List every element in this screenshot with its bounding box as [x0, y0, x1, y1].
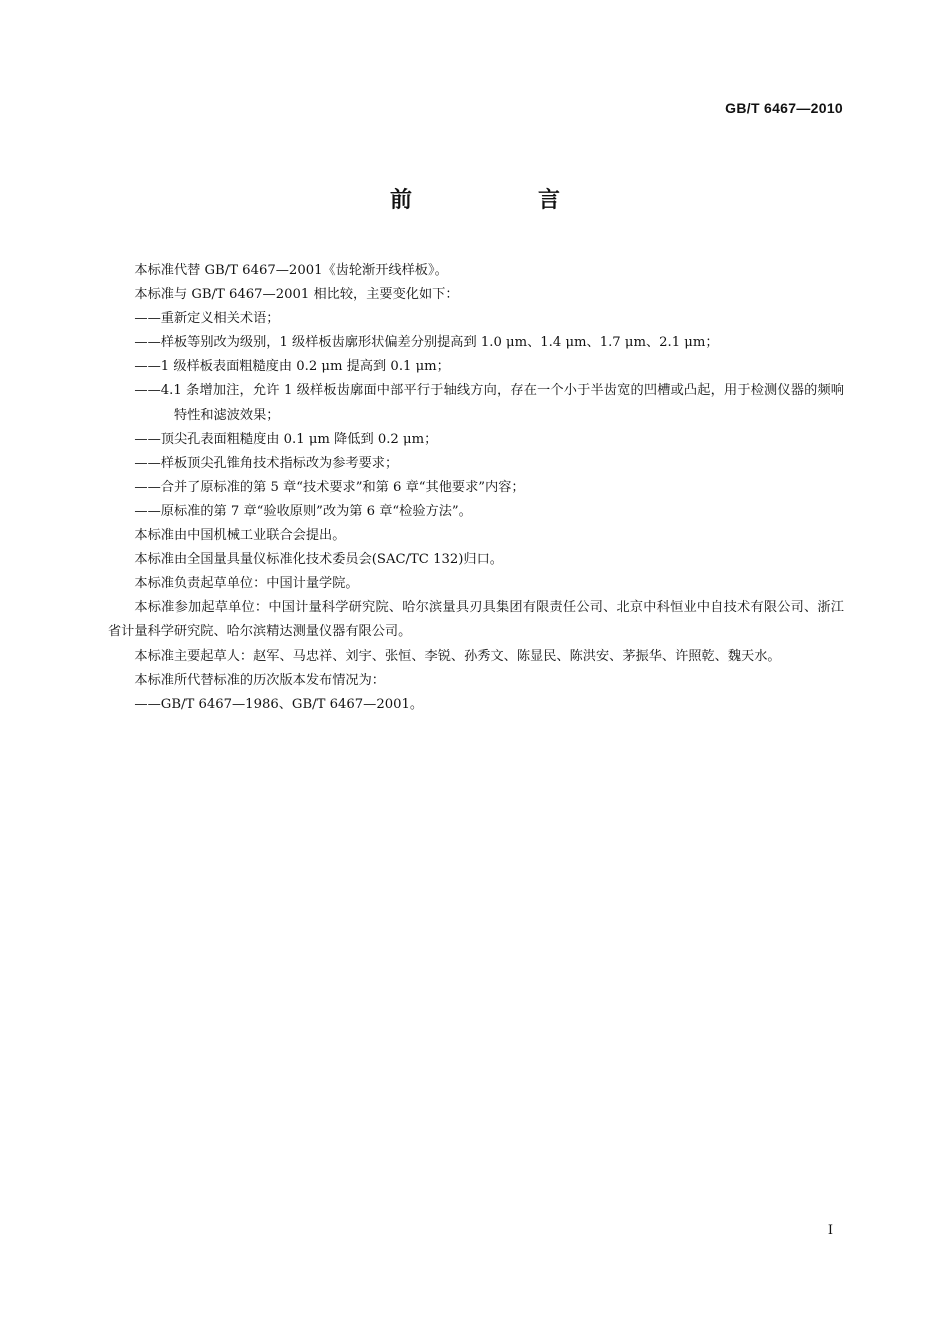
change-item: ——顶尖孔表面粗糙度由 0.1 μm 降低到 0.2 μm； — [134, 431, 438, 447]
foreword-body — [108, 259, 844, 717]
paragraph-main-drafters: 本标准主要起草人：赵军、马忠祥、刘宇、张恒、李锐、孙秀文、陈显民、陈洪安、茅振华、许照乾、魏天水。 — [134, 648, 781, 664]
paragraph-lead-drafter: 本标准负责起草单位：中国计量学院。 — [134, 576, 359, 592]
page-number: I — [827, 1223, 833, 1238]
paragraph-proposer: 本标准由中国机械工业联合会提出。 — [134, 528, 346, 544]
change-item: ——重新定义相关术语； — [134, 311, 280, 327]
change-item: ——样板等别改为级别，1 级样板齿廓形状偏差分别提高到 1.0 μm、1.4 μm、1.7 μm、2.1 μm； — [134, 335, 719, 351]
paragraph-committee: 本标准由全国量具量仪标准化技术委员会(SAC/TC 132)归口。 — [134, 552, 503, 568]
standard-code: GB/T 6467—2010 — [725, 100, 843, 116]
change-item: ——合并了原标准的第 5 章“技术要求”和第 6 章“其他要求”内容； — [134, 479, 525, 495]
page-title: 前 言 — [389, 188, 612, 213]
paragraph-changes-intro: 本标准与 GB/T 6467—2001 相比较，主要变化如下： — [134, 287, 459, 303]
history-item: ——GB/T 6467—1986、GB/T 6467—2001。 — [134, 696, 424, 712]
change-item: ——样板顶尖孔锥角技术指标改为参考要求； — [134, 455, 399, 471]
paragraph-replaces: 本标准代替 GB/T 6467—2001《齿轮渐开线样板》。 — [134, 263, 448, 278]
paragraph-history-intro: 本标准所代替标准的历次版本发布情况为： — [134, 672, 385, 688]
change-item: ——4.1 条增加注，允许 1 级样板齿廓面中部平行于轴线方向，存在一个小于半齿宽的凹槽或凸起，用于检测仪器的频响特性和滤波效果； — [134, 383, 844, 423]
change-item: ——1 级样板表面粗糙度由 0.2 μm 提高到 0.1 μm； — [134, 359, 450, 375]
paragraph-participating-drafters: 本标准参加起草单位：中国计量科学研究院、哈尔滨量具刃具集团有限责任公司、北京中科恒业中自技术有限公司、浙江省计量科学研究院、哈尔滨精达测量仪器有限公司。 — [108, 600, 844, 640]
change-item: ——原标准的第 7 章“验收原则”改为第 6 章“检验方法”。 — [134, 503, 472, 519]
